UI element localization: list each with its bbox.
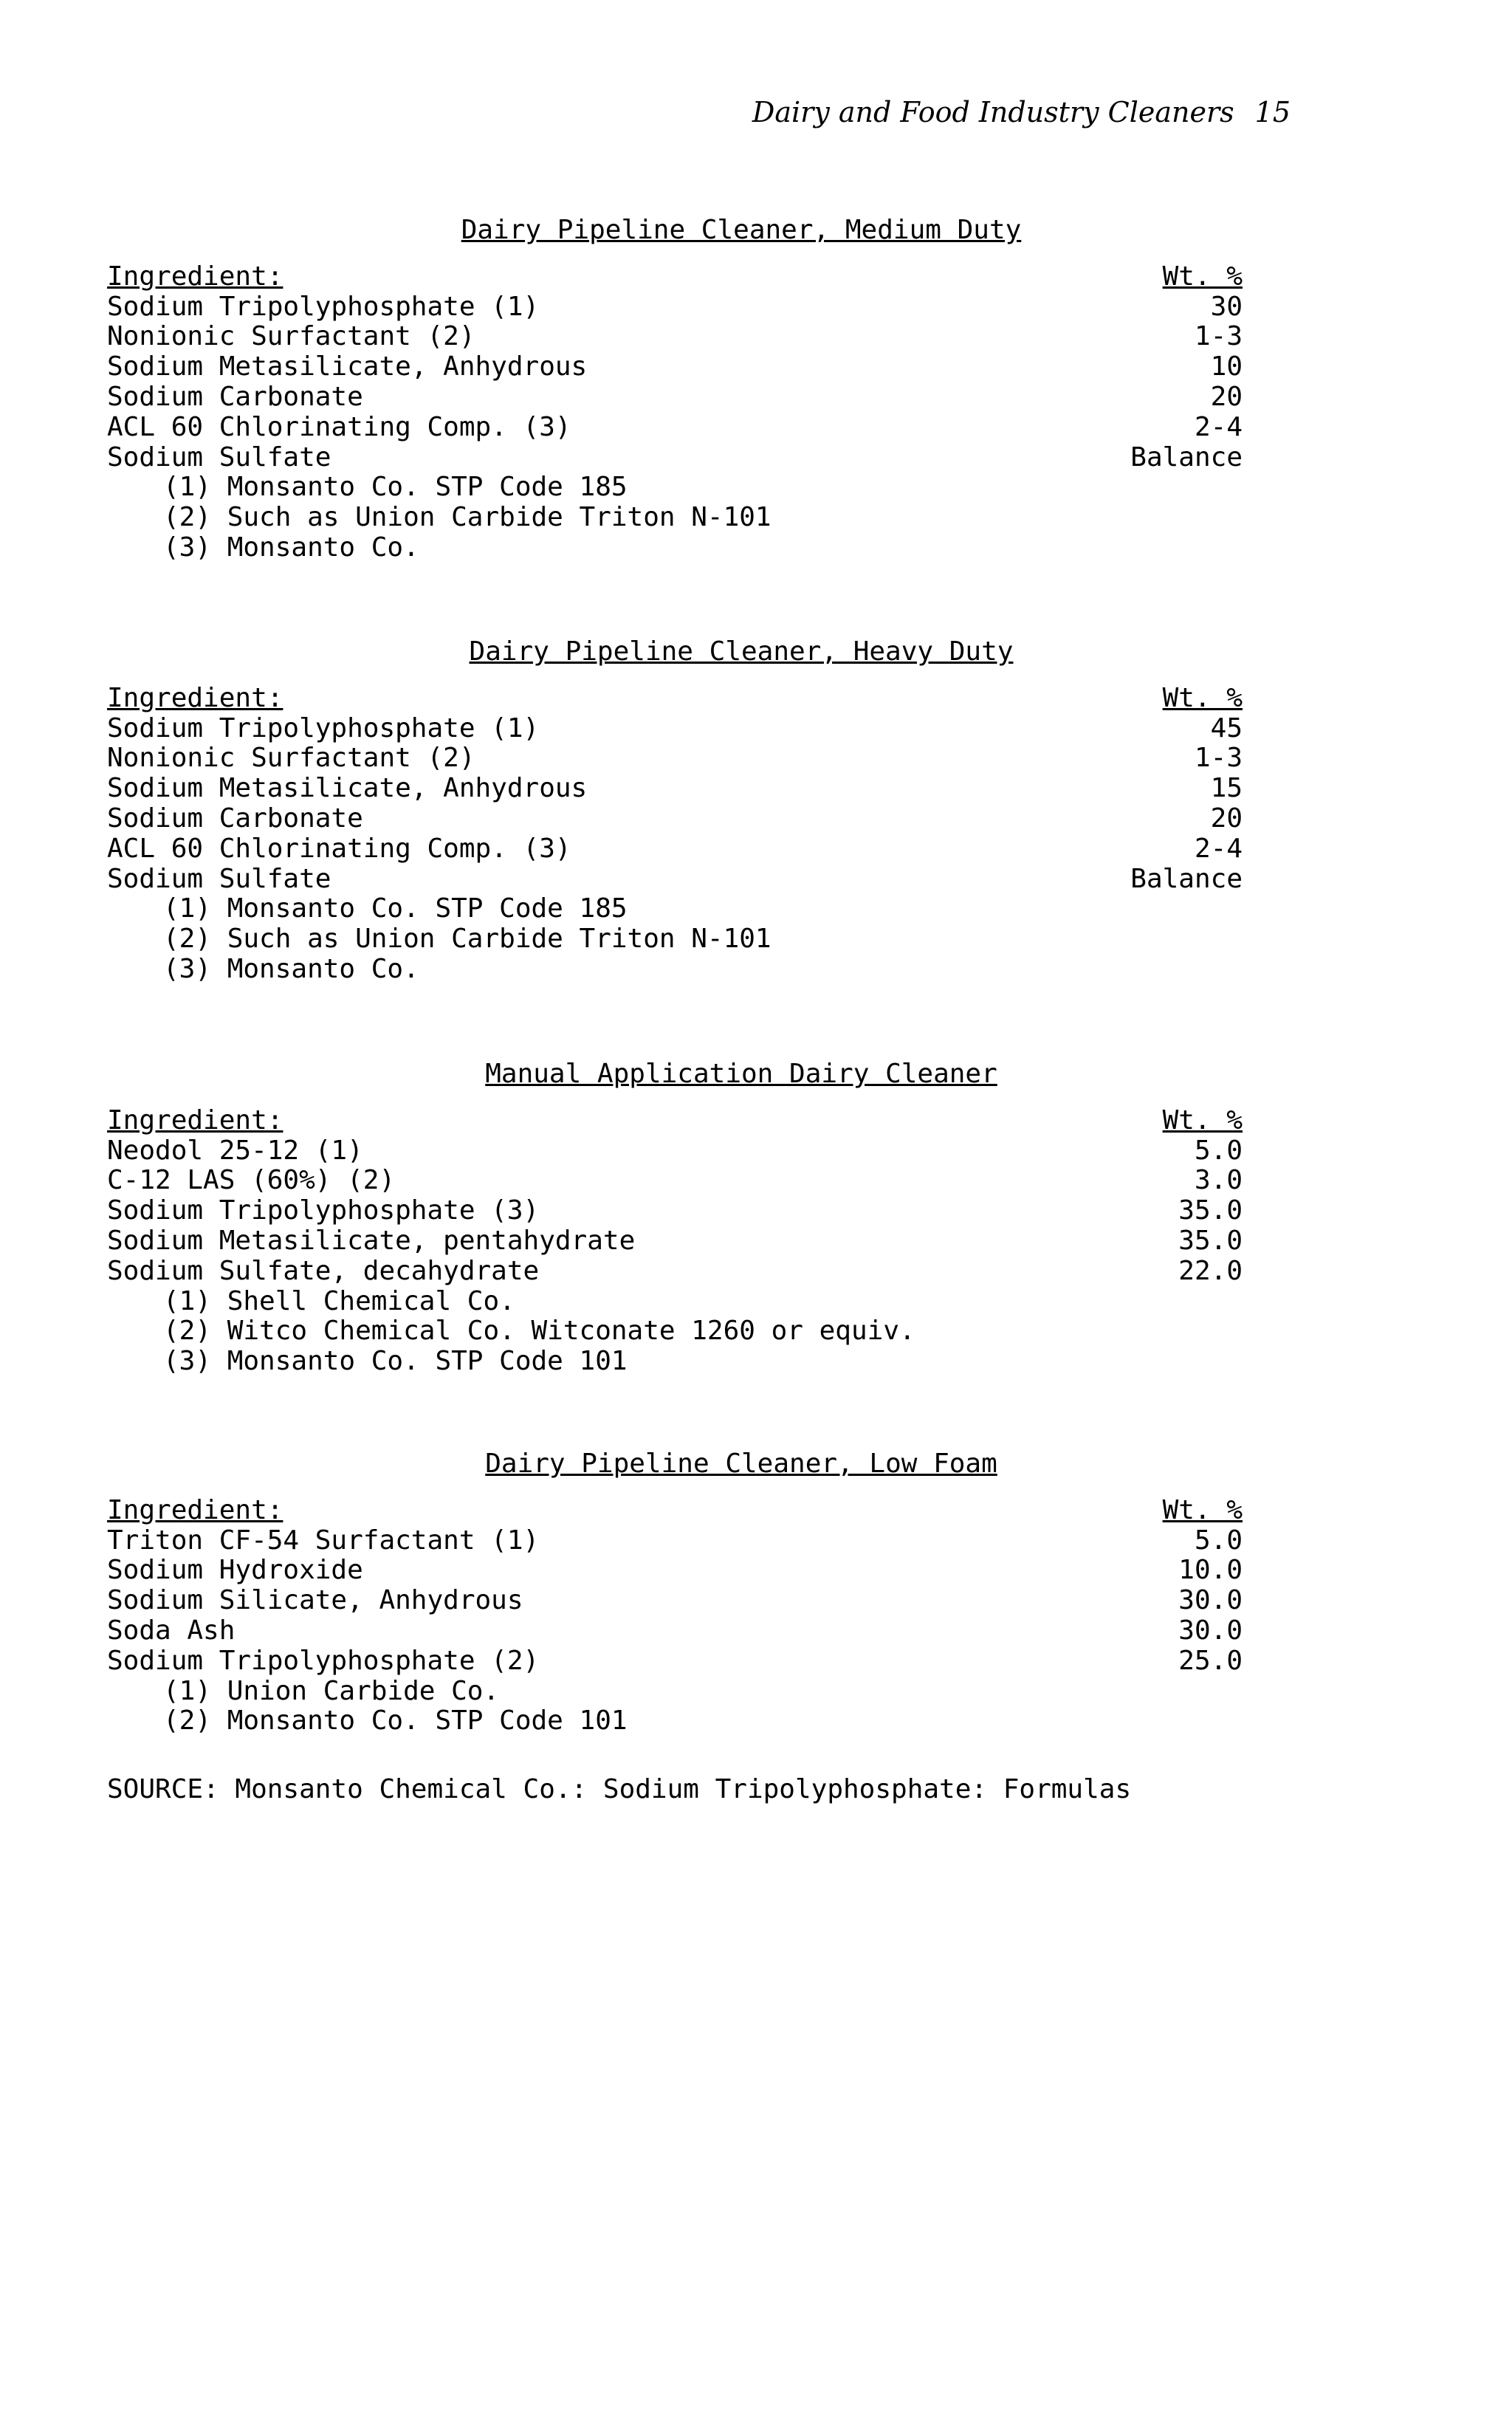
ingredient-row: [107, 1556, 1243, 1586]
ingredient-name: Sodium Metasilicate, Anhydrous: [107, 773, 588, 804]
footnote: (3) Monsanto Co. STP Code 101: [163, 1346, 628, 1377]
ingredient-name: Nonionic Surfactant (2): [107, 743, 475, 774]
ingredient-name: Sodium Metasilicate, pentahydrate: [107, 1225, 636, 1256]
amount-header: Wt. %: [1162, 1494, 1243, 1525]
ingredient-row: [107, 413, 1243, 443]
ingredient-amount: 22.0: [1178, 1255, 1243, 1286]
footnote: (1) Monsanto Co. STP Code 185: [163, 893, 628, 924]
recipe-title: Dairy Pipeline Cleaner, Medium Duty: [461, 215, 1022, 245]
ingredient-name: Neodol 25-12 (1): [107, 1135, 363, 1166]
ingredient-amount: 15: [1210, 773, 1243, 804]
footnote: (2) Such as Union Carbide Triton N-101: [163, 502, 772, 533]
ingredient-name: Nonionic Surfactant (2): [107, 321, 475, 352]
ingredient-amount: 25.0: [1178, 1645, 1243, 1676]
footnote: (1) Union Carbide Co.: [163, 1675, 500, 1706]
page-number: 15: [1254, 96, 1291, 128]
amount-header: Wt. %: [1162, 682, 1243, 713]
footnote: (1) Shell Chemical Co.: [163, 1285, 515, 1316]
ingredient-name: Sodium Sulfate: [107, 442, 331, 473]
ingredient-name: Sodium Tripolyphosphate (1): [107, 712, 540, 743]
ingredient-row: [107, 1616, 1243, 1646]
ingredient-row: [107, 322, 1243, 352]
ingredient-name: Sodium Tripolyphosphate (3): [107, 1195, 540, 1226]
ingredient-amount: 5.0: [1194, 1135, 1243, 1166]
ingredient-name: Sodium Carbonate: [107, 803, 363, 834]
footnote: (2) Monsanto Co. STP Code 101: [163, 1705, 628, 1736]
ingredient-row: [107, 743, 1243, 774]
ingredient-row: [107, 804, 1243, 834]
ingredient-amount: 2-4: [1194, 411, 1243, 442]
footnote: (2) Such as Union Carbide Triton N-101: [163, 924, 772, 955]
ingredient-amount: 20: [1210, 803, 1243, 834]
ingredient-name: ACL 60 Chlorinating Comp. (3): [107, 833, 571, 864]
footnote: (3) Monsanto Co.: [163, 532, 419, 563]
amount-header: Wt. %: [1162, 1105, 1243, 1136]
ingredient-row: [107, 382, 1243, 413]
ingredient-row: [107, 292, 1243, 323]
amount-header: Wt. %: [1162, 261, 1243, 292]
column-header-row: [107, 684, 1243, 714]
ingredient-row: [107, 714, 1243, 744]
column-header-row: [107, 1496, 1243, 1526]
ingredient-row: [107, 865, 1243, 895]
ingredient-amount: 30.0: [1178, 1585, 1243, 1616]
ingredient-row: [107, 834, 1243, 865]
ingredient-name: Sodium Sulfate, decahydrate: [107, 1255, 540, 1286]
ingredient-name: Sodium Sulfate: [107, 863, 331, 894]
ingredient-name: Triton CF-54 Surfactant (1): [107, 1525, 540, 1556]
ingredient-row: [107, 1526, 1243, 1556]
ingredient-name: Sodium Hydroxide: [107, 1555, 363, 1586]
ingredient-amount: 45: [1210, 712, 1243, 743]
ingredient-header: Ingredient:: [107, 1494, 284, 1525]
ingredient-amount: 35.0: [1178, 1195, 1243, 1226]
recipe-heavy-duty: [107, 637, 1243, 985]
recipe-title: Dairy Pipeline Cleaner, Heavy Duty: [469, 636, 1014, 667]
ingredient-amount: 1-3: [1194, 321, 1243, 352]
ingredient-amount: 30: [1210, 291, 1243, 322]
ingredient-row: [107, 1136, 1243, 1167]
ingredient-name: Sodium Carbonate: [107, 381, 363, 412]
ingredient-amount: 30.0: [1178, 1615, 1243, 1646]
ingredient-name: Sodium Metasilicate, Anhydrous: [107, 351, 588, 382]
ingredient-name: C-12 LAS (60%) (2): [107, 1165, 396, 1196]
ingredient-header: Ingredient:: [107, 261, 284, 292]
ingredient-name: ACL 60 Chlorinating Comp. (3): [107, 411, 571, 442]
recipe-low-foam: [107, 1449, 1243, 1736]
ingredient-row: [107, 1166, 1243, 1196]
ingredient-name: Sodium Tripolyphosphate (1): [107, 291, 540, 322]
ingredient-row: [107, 352, 1243, 382]
ingredient-row: [107, 1257, 1243, 1287]
ingredient-header: Ingredient:: [107, 1105, 284, 1136]
ingredient-name: Sodium Silicate, Anhydrous: [107, 1585, 523, 1616]
ingredient-row: [107, 1196, 1243, 1226]
column-header-row: [107, 1106, 1243, 1136]
ingredient-amount: 20: [1210, 381, 1243, 412]
ingredient-amount: 35.0: [1178, 1225, 1243, 1256]
ingredient-amount: 2-4: [1194, 833, 1243, 864]
running-header: [752, 96, 1291, 128]
recipe-manual-application: [107, 1059, 1243, 1377]
column-header-row: [107, 262, 1243, 292]
ingredient-name: Sodium Tripolyphosphate (2): [107, 1645, 540, 1676]
footnote: (1) Monsanto Co. STP Code 185: [163, 472, 628, 503]
ingredient-amount: 10.0: [1178, 1555, 1243, 1586]
ingredient-amount: Balance: [1130, 863, 1243, 894]
ingredient-name: Soda Ash: [107, 1615, 236, 1646]
ingredient-row: [107, 774, 1243, 804]
ingredient-amount: 3.0: [1194, 1165, 1243, 1196]
ingredient-amount: 1-3: [1194, 743, 1243, 774]
recipe-medium-duty: [107, 216, 1243, 563]
running-title: Dairy and Food Industry Cleaners: [752, 96, 1234, 128]
ingredient-row: [107, 1586, 1243, 1616]
ingredient-amount: 10: [1210, 351, 1243, 382]
ingredient-amount: Balance: [1130, 442, 1243, 473]
ingredient-row: [107, 1646, 1243, 1677]
recipe-title: Manual Application Dairy Cleaner: [485, 1059, 997, 1089]
ingredient-row: [107, 1226, 1243, 1257]
ingredient-amount: 5.0: [1194, 1525, 1243, 1556]
source-citation: SOURCE: Monsanto Chemical Co.: Sodium Tripolyphosphate: Formulas: [107, 1774, 1132, 1804]
footnote: (2) Witco Chemical Co. Witconate 1260 or equiv.: [163, 1316, 915, 1347]
footnote: (3) Monsanto Co.: [163, 953, 419, 984]
ingredient-header: Ingredient:: [107, 682, 284, 713]
recipe-title: Dairy Pipeline Cleaner, Low Foam: [485, 1449, 997, 1479]
ingredient-row: [107, 443, 1243, 473]
